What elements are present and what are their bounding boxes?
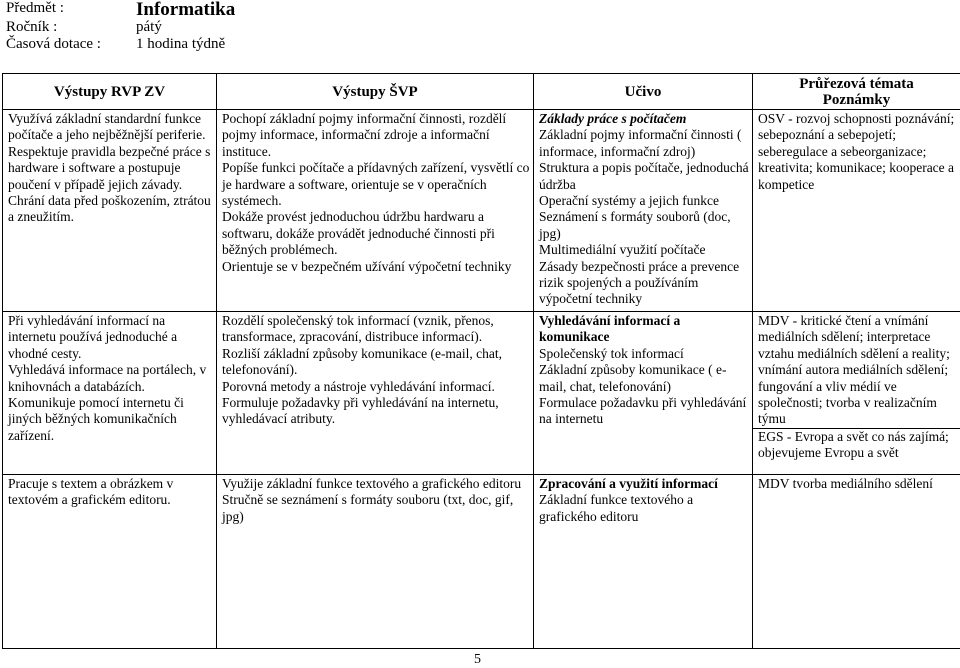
svp-item: Dokáže provést jednoduchou údržbu hardwaru a softwaru, dokáže provádět jednoduché činnosti při běžných problémech. [222, 209, 495, 258]
table-header-row [3, 74, 960, 110]
svp-item: Rozdělí společenský tok informací (vznik, přenos, transformace, zpracování, distribuce informací). [222, 313, 494, 345]
grade-label: Ročník : [6, 19, 58, 35]
ucivo-item: Základní pojmy informační činnosti ( informace, informační zdroj) [539, 127, 742, 159]
document-header [6, 0, 235, 53]
svp-item: Využije základní funkce textového a grafického editoru [222, 476, 522, 491]
table-row [3, 475, 960, 649]
table-row [3, 110, 960, 312]
rvp-item: Vyhledává informace na portálech, v knihovnách a databázích. [8, 362, 207, 394]
rvp-item: Respektuje pravidla bezpečné práce s hardware i software a postupuje poučení v případě jejich závady. [8, 143, 211, 192]
rvp-cell [3, 312, 217, 475]
svp-item: Stručně se seznámení s formáty souboru (txt, doc, gif, jpg) [222, 492, 514, 524]
rvp-item: Při vyhledávání informací na internetu používá jednoduché a vhodné cesty. [8, 313, 178, 361]
svp-item: Popíše funkci počítače a přídavných zařízení, vysvětlí co je hardware a software, orientuje se v operačních systémech. [222, 160, 530, 209]
header-prurezova-label: Průřezová témata [799, 76, 914, 92]
subject-value: Informatika [136, 0, 236, 20]
rvp-item: Chrání data před poškozením, ztrátou a zneužitím. [8, 193, 211, 225]
rvp-item: Využívá základní standardní funkce počítače a jeho nejběžnější periferie. [8, 111, 206, 143]
svp-item: Formuluje požadavky při vyhledávání na internetu, vyhledávací atributy. [222, 395, 499, 427]
ucivo-item: Struktura a popis počítače, jednoduchá údržba [539, 160, 749, 192]
rvp-cell [3, 110, 217, 312]
ucivo-item: Formulace požadavku při vyhledávání na internetu [539, 395, 747, 427]
ucivo-item: Multimediální využití počítače [539, 242, 706, 258]
header-rvp: Výstupy RVP ZV [3, 74, 217, 110]
svp-cell [217, 475, 534, 649]
prurezova-item: MDV - kritické čtení a vnímání mediálních sdělení; interpretace vztahu mediálních sdělení a reality; vnímání autora mediálních sdělení; fungování a vliv médií ve společnosti; tvorba v realizačním týmu [758, 313, 950, 427]
time-value: 1 hodina týdně [136, 36, 226, 52]
ucivo-item: Operační systémy a jejich funkce [539, 193, 719, 209]
header-poznamky-label: Poznámky [822, 92, 891, 108]
svp-cell [217, 110, 534, 312]
prurezova-cell [753, 475, 960, 649]
svp-cell [217, 312, 534, 475]
time-label: Časová dotace : [6, 36, 101, 52]
curriculum-table [2, 73, 960, 649]
ucivo-item: Společenský tok informací [539, 345, 684, 361]
table-row [3, 312, 960, 475]
rvp-item: Komunikuje pomocí internetu či jiných běžných komunikačních zařízení. [8, 395, 184, 443]
svp-item: Porovná metody a nástroje vyhledávání informací. [222, 378, 495, 394]
prurezova-cell [753, 110, 960, 312]
page-number: 5 [474, 652, 481, 667]
ucivo-item: Zásady bezpečnosti práce a prevence rizik spojených a používáním výpočetní techniky [539, 258, 740, 307]
rvp-item: Pracuje s textem a obrázkem v textovém a grafickém editoru. [8, 476, 174, 508]
header-prurezova [753, 74, 960, 110]
svp-item: Orientuje se v bezpečném užívání výpočetní techniky [222, 258, 512, 274]
ucivo-title: Zpracování a využití informací [539, 476, 718, 491]
ucivo-cell [534, 110, 753, 312]
ucivo-cell [534, 312, 753, 475]
prurezova-item: EGS - Evropa a svět co nás zajímá; objevujeme Evropu a svět [753, 428, 960, 462]
ucivo-cell [534, 475, 753, 649]
svp-item: Pochopí základní pojmy informační činnosti, rozdělí pojmy informace, informační zdroje a informační instituce. [222, 111, 507, 159]
rvp-cell [3, 475, 217, 649]
ucivo-item: Seznámení s formáty souborů (doc, jpg) [539, 209, 731, 241]
subject-label: Předmět : [6, 0, 64, 16]
svp-item: Rozliší základní způsoby komunikace (e-mail, chat, telefonování). [222, 345, 503, 378]
prurezova-item: MDV tvorba mediálního sdělení [758, 476, 933, 491]
header-svp: Výstupy ŠVP [217, 74, 534, 110]
ucivo-item: Základní způsoby komunikace ( e-mail, chat, telefonování) [539, 362, 727, 394]
header-ucivo: Učivo [534, 74, 753, 110]
ucivo-title: Vyhledávání informací a komunikace [539, 313, 681, 345]
prurezova-item: OSV - rozvoj schopnosti poznávání; sebepoznání a sebepojetí; seberegulace a sebeorganizace; kreativita; komunikace; kooperace a kompetice [758, 111, 955, 192]
ucivo-title: Základy práce s počítačem [539, 111, 687, 126]
ucivo-item: Základní funkce textového a grafického editoru [539, 492, 694, 524]
grade-value: pátý [136, 19, 162, 35]
prurezova-cell [753, 312, 960, 475]
